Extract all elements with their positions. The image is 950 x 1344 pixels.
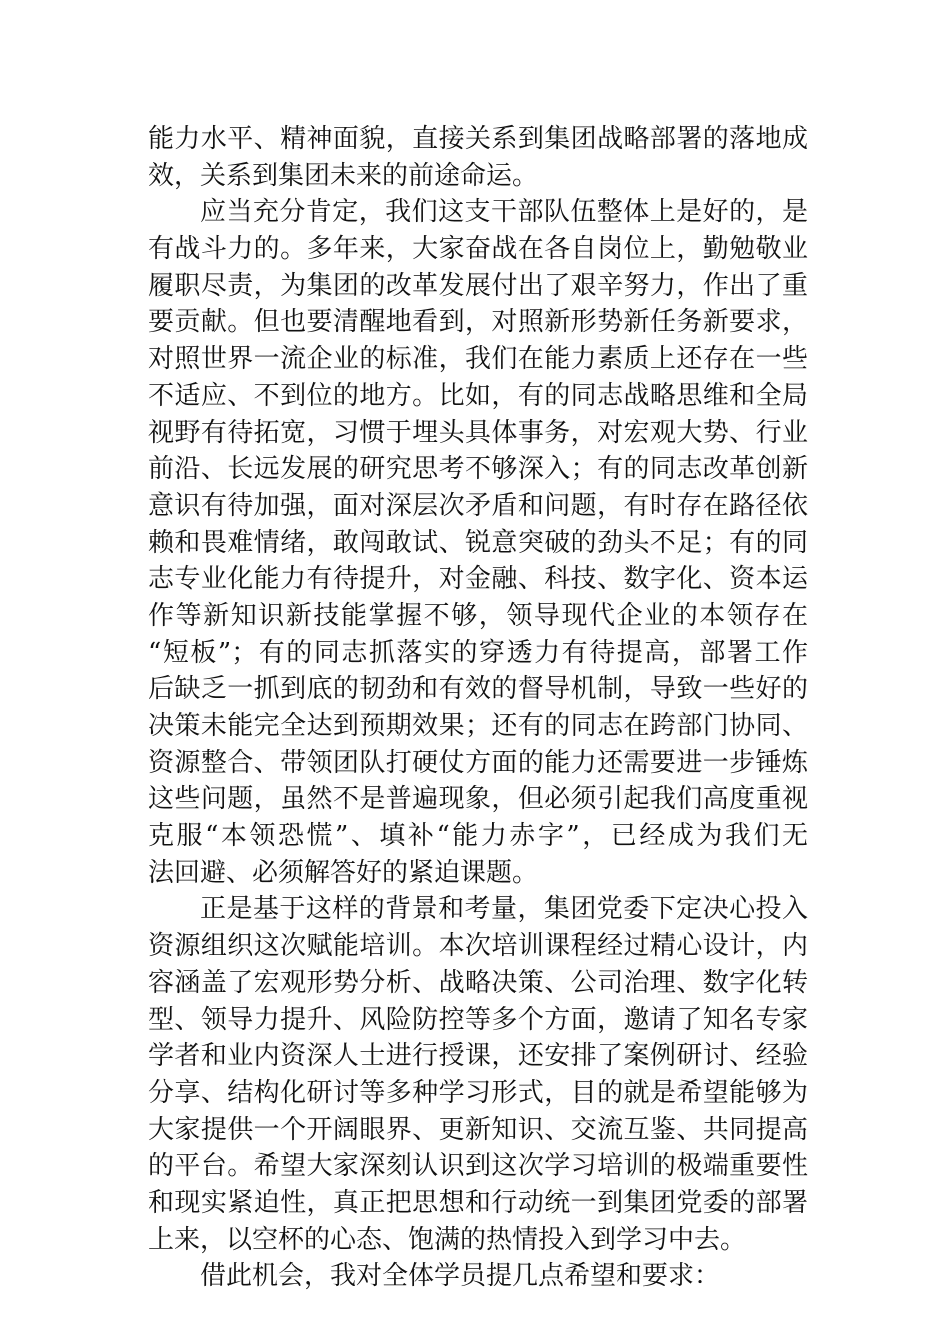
text-line: 资源整合、带领团队打硬仗方面的能力还需要进一步锤炼 [148, 747, 808, 778]
text-line: 应当充分肯定，我们这支干部队伍整体上是好的，是 [200, 197, 808, 228]
text-line: “短板”；有的同志抓落实的穿透力有待提高，部署工作 [148, 637, 808, 668]
text-line: 对照世界一流企业的标准，我们在能力素质上还存在一些 [148, 344, 808, 375]
text-line: 学者和业内资深人士进行授课，还安排了案例研讨、经验 [148, 1041, 808, 1072]
text-line: 型、领导力提升、风险防控等多个方面，邀请了知名专家 [148, 1004, 808, 1035]
text-line: 赖和畏难情绪，敢闯敢试、锐意突破的劲头不足；有的同 [148, 527, 808, 558]
text-line: 能力水平、精神面貌，直接关系到集团战略部署的落地成 [148, 124, 808, 154]
text-line: 和现实紧迫性，真正把思想和行动统一到集团党委的部署 [148, 1187, 808, 1218]
text-line: 法回避、必须解答好的紧迫课题。 [148, 857, 539, 888]
text-line: 作等新知识新技能掌握不够，领导现代企业的本领存在 [148, 600, 808, 631]
text-line: 履职尽责，为集团的改革发展付出了艰辛努力，作出了重 [148, 270, 808, 301]
text-line: 志专业化能力有待提升，对金融、科技、数字化、资本运 [148, 564, 808, 595]
text-line: 上来，以空杯的心态、饱满的热情投入到学习中去。 [148, 1224, 747, 1255]
paragraph [148, 891, 808, 1258]
text-line: 资源组织这次赋能培训。本次培训课程经过精心设计，内 [148, 931, 808, 962]
text-line: 克服“本领恐慌”、填补“能力赤字”，已经成为我们无 [148, 821, 808, 852]
text-line: 效，关系到集团未来的前途命运。 [148, 160, 539, 191]
document-body [148, 121, 808, 1295]
text-line: 有战斗力的。多年来，大家奋战在各自岗位上，勤勉敬业 [148, 234, 808, 265]
text-line: 不适应、不到位的地方。比如，有的同志战略思维和全局 [148, 380, 808, 411]
text-line: 意识有待加强，面对深层次矛盾和问题，有时存在路径依 [148, 490, 808, 521]
text-line: 要贡献。但也要清醒地看到，对照新形势新任务新要求， [148, 307, 808, 338]
text-line: 容涵盖了宏观形势分析、战略决策、公司治理、数字化转 [148, 967, 808, 998]
paragraph [148, 121, 808, 194]
text-line: 正是基于这样的背景和考量，集团党委下定决心投入 [200, 894, 808, 925]
text-line: 视野有待拓宽，习惯于埋头具体事务，对宏观大势、行业 [148, 417, 808, 448]
text-line: 后缺乏一抓到底的韧劲和有效的督导机制，导致一些好的 [148, 674, 808, 705]
text-line: 这些问题，虽然不是普遍现象，但必须引起我们高度重视 [148, 784, 808, 815]
text-line: 前沿、长远发展的研究思考不够深入；有的同志改革创新 [148, 454, 808, 485]
text-line: 借此机会，我对全体学员提几点希望和要求： [200, 1261, 721, 1292]
paragraph [148, 1258, 808, 1295]
text-line: 的平台。希望大家深刻认识到这次学习培训的极端重要性 [148, 1151, 808, 1182]
paragraph [148, 194, 808, 891]
text-line: 决策未能完全达到预期效果；还有的同志在跨部门协同、 [148, 711, 808, 741]
text-line: 分享、结构化研讨等多种学习形式，目的就是希望能够为 [148, 1077, 808, 1108]
text-line: 大家提供一个开阔眼界、更新知识、交流互鉴、共同提高 [148, 1114, 808, 1145]
